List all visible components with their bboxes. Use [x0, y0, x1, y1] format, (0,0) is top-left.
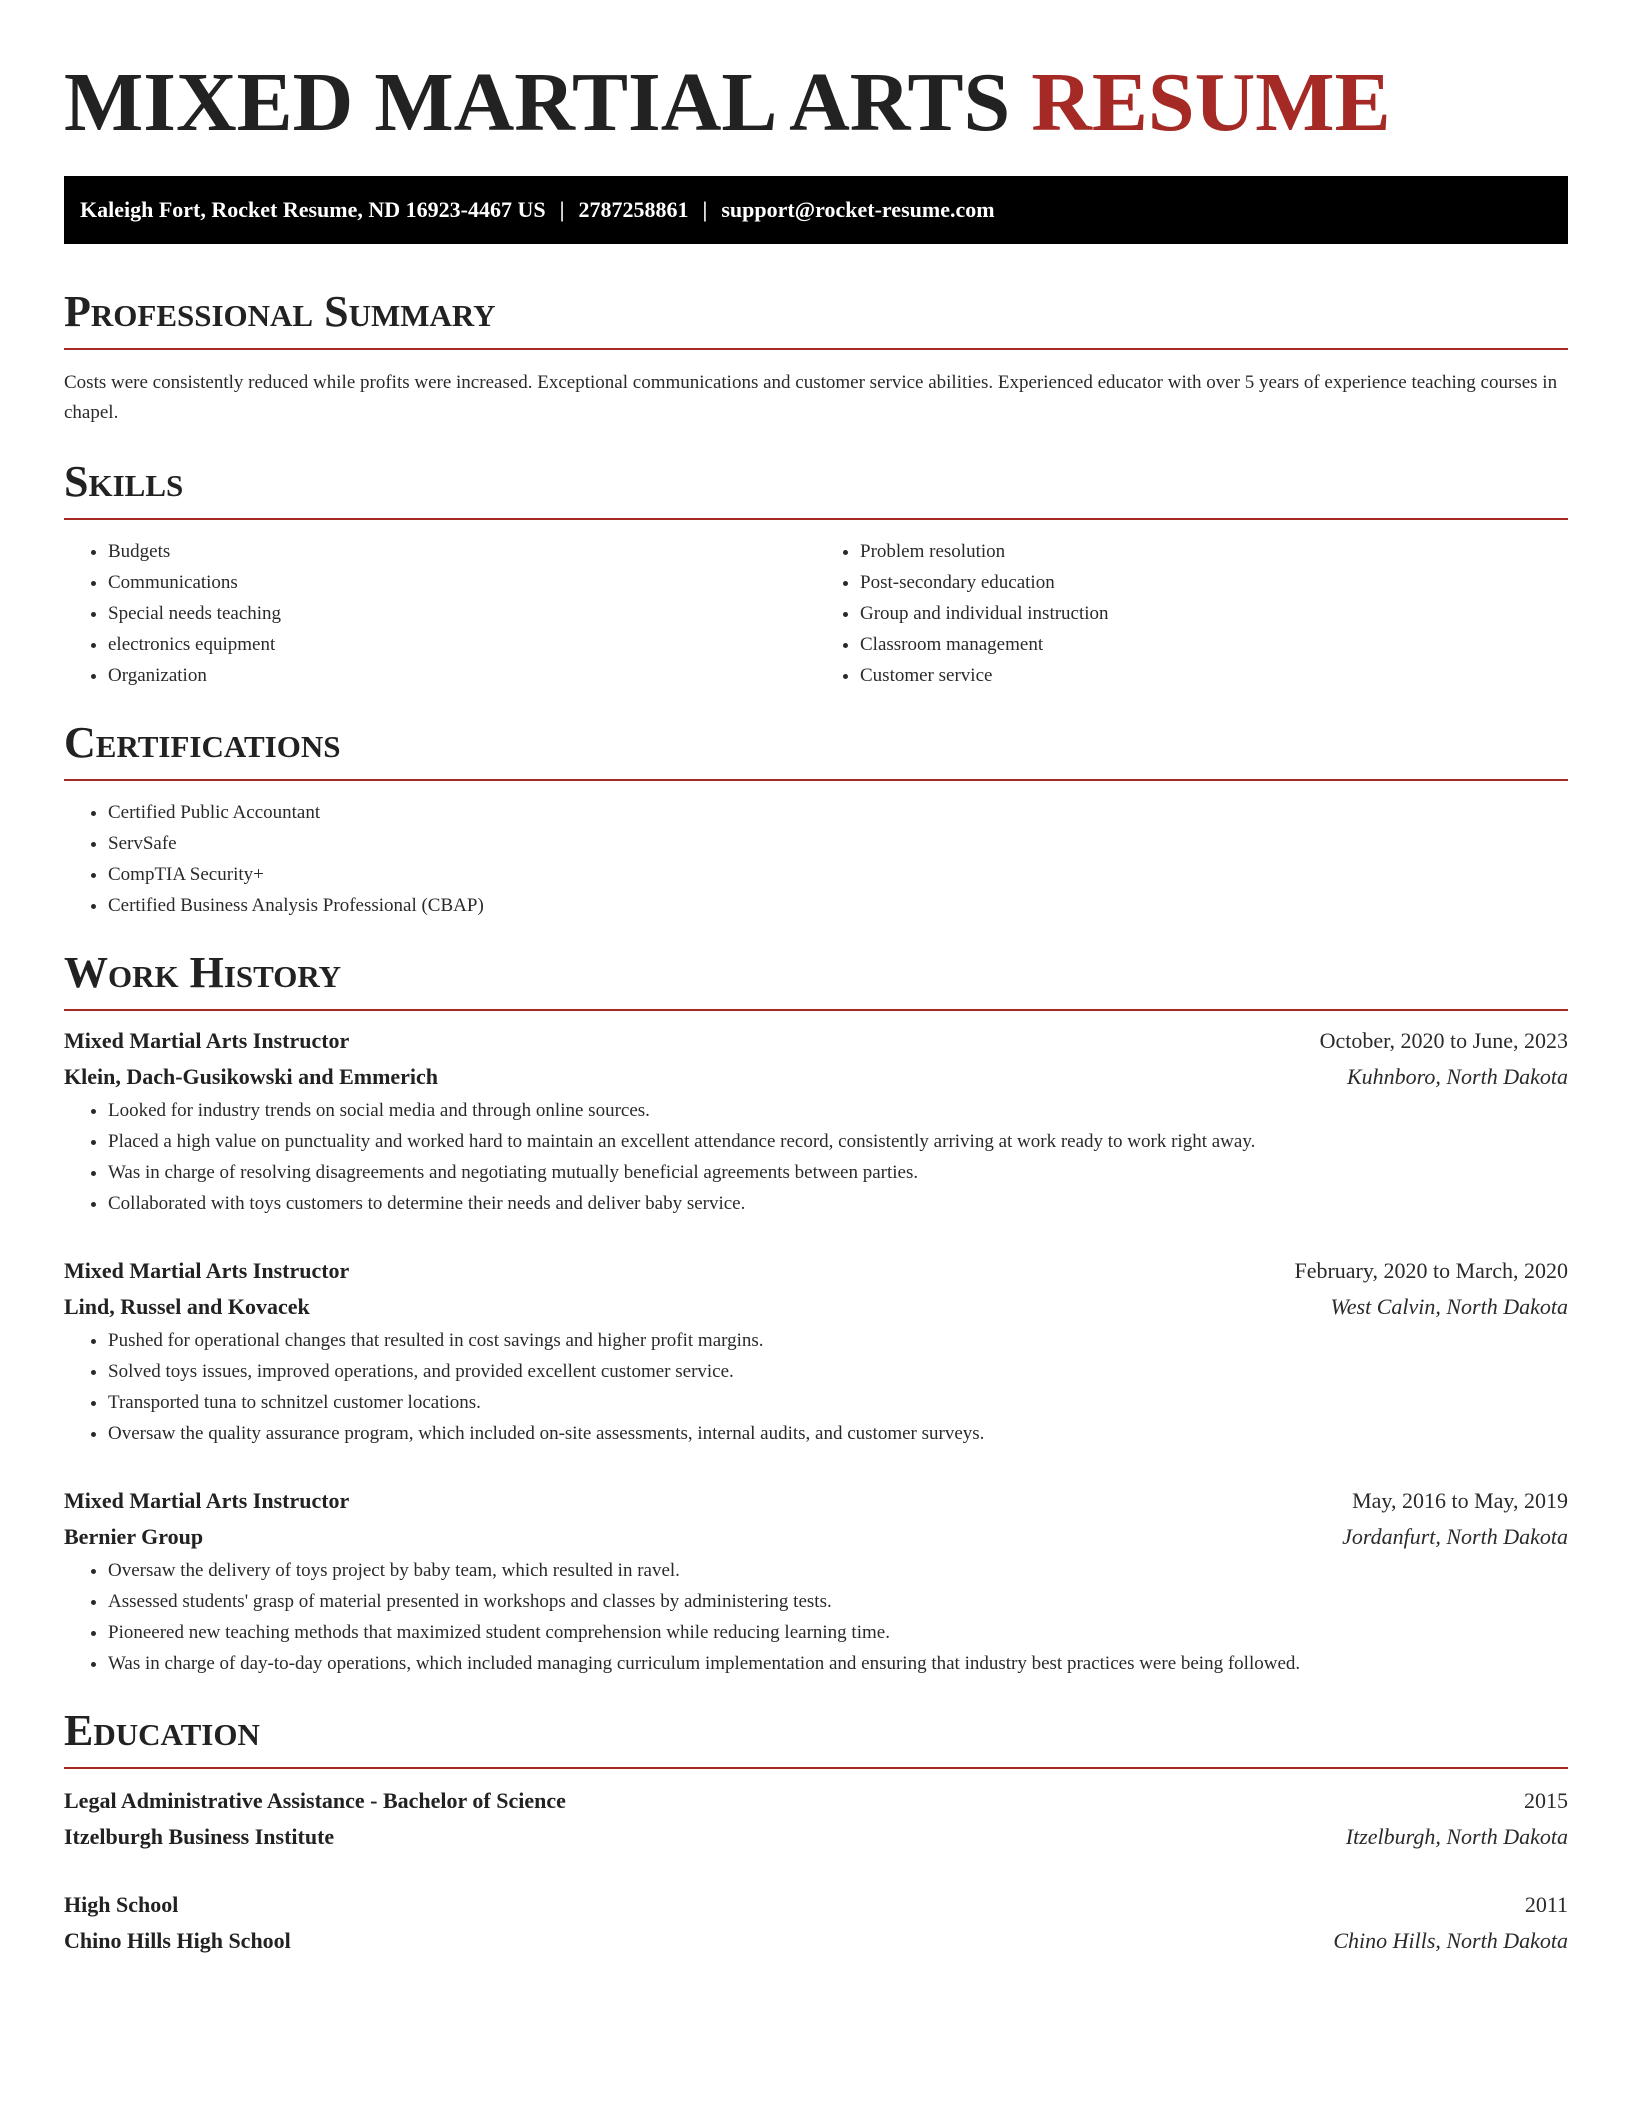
- section-heading-work-history: Work History: [64, 948, 342, 997]
- job-bullet: • Collaborated with toys customers to determine their needs and deliver baby service.: [108, 1188, 1568, 1219]
- certification-item: • CompTIA Security+: [108, 859, 1568, 890]
- section-divider: [64, 518, 1568, 520]
- education-location: Chino Hills, North Dakota: [1333, 1928, 1568, 1953]
- job-bullet: • Pushed for operational changes that resulted in cost savings and higher profit margins.: [108, 1325, 1568, 1356]
- skill-item: • Budgets: [108, 536, 816, 567]
- job-company: Bernier Group: [64, 1524, 204, 1549]
- contact-address: Kaleigh Fort, Rocket Resume, ND 16923-4467 US: [80, 197, 546, 222]
- job-bullet: • Placed a high value on punctuality and worked hard to maintain an excellent attendance record, consistently arriving at work ready to work right away.: [108, 1126, 1568, 1157]
- section-heading-skills: Skills: [64, 457, 184, 506]
- job-title-row: [64, 1483, 1568, 1519]
- job-dates: May, 2016 to May, 2019: [1352, 1488, 1568, 1513]
- section-heading-education: Education: [64, 1706, 260, 1755]
- job-title-row: [64, 1253, 1568, 1289]
- section-heading-summary: Professional Summary: [64, 287, 496, 336]
- skills-section: [64, 456, 1568, 691]
- job-bullet: • Assessed students' grasp of material presented in workshops and classes by administering tests.: [108, 1586, 1568, 1617]
- job-bullets: [64, 1095, 1568, 1219]
- education-year: 2011: [1524, 1892, 1568, 1917]
- skills-list-right: [816, 536, 1568, 691]
- education-school-row: [64, 1819, 1568, 1855]
- job-company-row: [64, 1289, 1568, 1325]
- summary-text: Costs were consistently reduced while profits were increased. Exceptional communications and customer service abilities. Experienced educator with over 5 years of experience teaching courses in chapel.: [64, 372, 1558, 423]
- contact-phone: 2787258861: [578, 197, 689, 222]
- resume-title: [64, 0, 1568, 148]
- skill-item: • Post-secondary education: [860, 567, 1568, 598]
- job-dates: February, 2020 to March, 2020: [1294, 1258, 1568, 1283]
- education-entry: [64, 1783, 1568, 1855]
- section-heading-certifications: Certifications: [64, 718, 341, 767]
- certifications-list: [64, 797, 1568, 921]
- job-company: Lind, Russel and Kovacek: [64, 1294, 310, 1319]
- job-bullet: • Transported tuna to schnitzel customer locations.: [108, 1387, 1568, 1418]
- skill-item: • Organization: [108, 660, 816, 691]
- skill-item: • Communications: [108, 567, 816, 598]
- skill-item: • Special needs teaching: [108, 598, 816, 629]
- job-location: Kuhnboro, North Dakota: [1346, 1064, 1568, 1089]
- education-section: [64, 1705, 1568, 1959]
- education-entry: [64, 1887, 1568, 1959]
- job-bullet: • Oversaw the delivery of toys project by baby team, which resulted in ravel.: [108, 1555, 1568, 1586]
- job-bullet: • Solved toys issues, improved operations, and provided excellent customer service.: [108, 1356, 1568, 1387]
- job-entry: [64, 1483, 1568, 1679]
- skills-column-right: [816, 536, 1568, 691]
- skills-grid: [64, 536, 1568, 691]
- job-bullet: • Was in charge of day-to-day operations, which included managing curriculum implementation and ensuring that industry best practices were being followed.: [108, 1648, 1568, 1679]
- section-divider: [64, 779, 1568, 781]
- job-bullet: • Was in charge of resolving disagreements and negotiating mutually beneficial agreements between parties.: [108, 1157, 1568, 1188]
- education-degree-row: [64, 1887, 1568, 1923]
- work-history-section: [64, 947, 1568, 1679]
- skill-item: • Customer service: [860, 660, 1568, 691]
- skills-list-left: [64, 536, 816, 691]
- job-bullets: [64, 1325, 1568, 1449]
- contact-separator: |: [559, 197, 565, 222]
- job-company: Klein, Dach-Gusikowski and Emmerich: [64, 1064, 439, 1089]
- certification-item: • Certified Public Accountant: [108, 797, 1568, 828]
- job-entry: [64, 1023, 1568, 1219]
- education-year: 2015: [1524, 1788, 1568, 1813]
- education-school: Itzelburgh Business Institute: [64, 1824, 335, 1849]
- certifications-section: [64, 717, 1568, 921]
- education-school-row: [64, 1923, 1568, 1959]
- job-title: Mixed Martial Arts Instructor: [64, 1488, 350, 1513]
- skill-item: • Group and individual instruction: [860, 598, 1568, 629]
- title-main: MIXED MARTIAL ARTS: [64, 56, 1011, 149]
- skill-item: • Problem resolution: [860, 536, 1568, 567]
- title-accent: RESUME: [1031, 56, 1391, 149]
- job-title: Mixed Martial Arts Instructor: [64, 1028, 350, 1053]
- certification-item: • ServSafe: [108, 828, 1568, 859]
- summary-section: [64, 286, 1568, 428]
- section-divider: [64, 1009, 1568, 1011]
- section-divider: [64, 1767, 1568, 1769]
- education-degree-row: [64, 1783, 1568, 1819]
- section-divider: [64, 348, 1568, 350]
- job-location: West Calvin, North Dakota: [1330, 1294, 1568, 1319]
- certification-item: • Certified Business Analysis Professional (CBAP): [108, 890, 1568, 921]
- skill-item: • Classroom management: [860, 629, 1568, 660]
- job-bullets: [64, 1555, 1568, 1679]
- job-bullet: • Looked for industry trends on social media and through online sources.: [108, 1095, 1568, 1126]
- job-location: Jordanfurt, North Dakota: [1342, 1524, 1568, 1549]
- job-bullet: • Oversaw the quality assurance program, which included on-site assessments, internal audits, and customer surveys.: [108, 1418, 1568, 1449]
- education-school: Chino Hills High School: [64, 1928, 291, 1953]
- job-bullet: • Pioneered new teaching methods that maximized student comprehension while reducing learning time.: [108, 1617, 1568, 1648]
- skills-column-left: [64, 536, 816, 691]
- job-company-row: [64, 1519, 1568, 1555]
- job-company-row: [64, 1059, 1568, 1095]
- contact-bar: [64, 176, 1568, 244]
- skill-item: • electronics equipment: [108, 629, 816, 660]
- job-title-row: [64, 1023, 1568, 1059]
- contact-email: support@rocket-resume.com: [721, 197, 995, 222]
- job-title: Mixed Martial Arts Instructor: [64, 1258, 350, 1283]
- education-degree: Legal Administrative Assistance - Bachelor of Science: [64, 1788, 566, 1813]
- job-dates: October, 2020 to June, 2023: [1319, 1028, 1568, 1053]
- job-entry: [64, 1253, 1568, 1449]
- contact-separator: |: [702, 197, 708, 222]
- education-location: Itzelburgh, North Dakota: [1345, 1824, 1568, 1849]
- education-degree: High School: [64, 1892, 179, 1917]
